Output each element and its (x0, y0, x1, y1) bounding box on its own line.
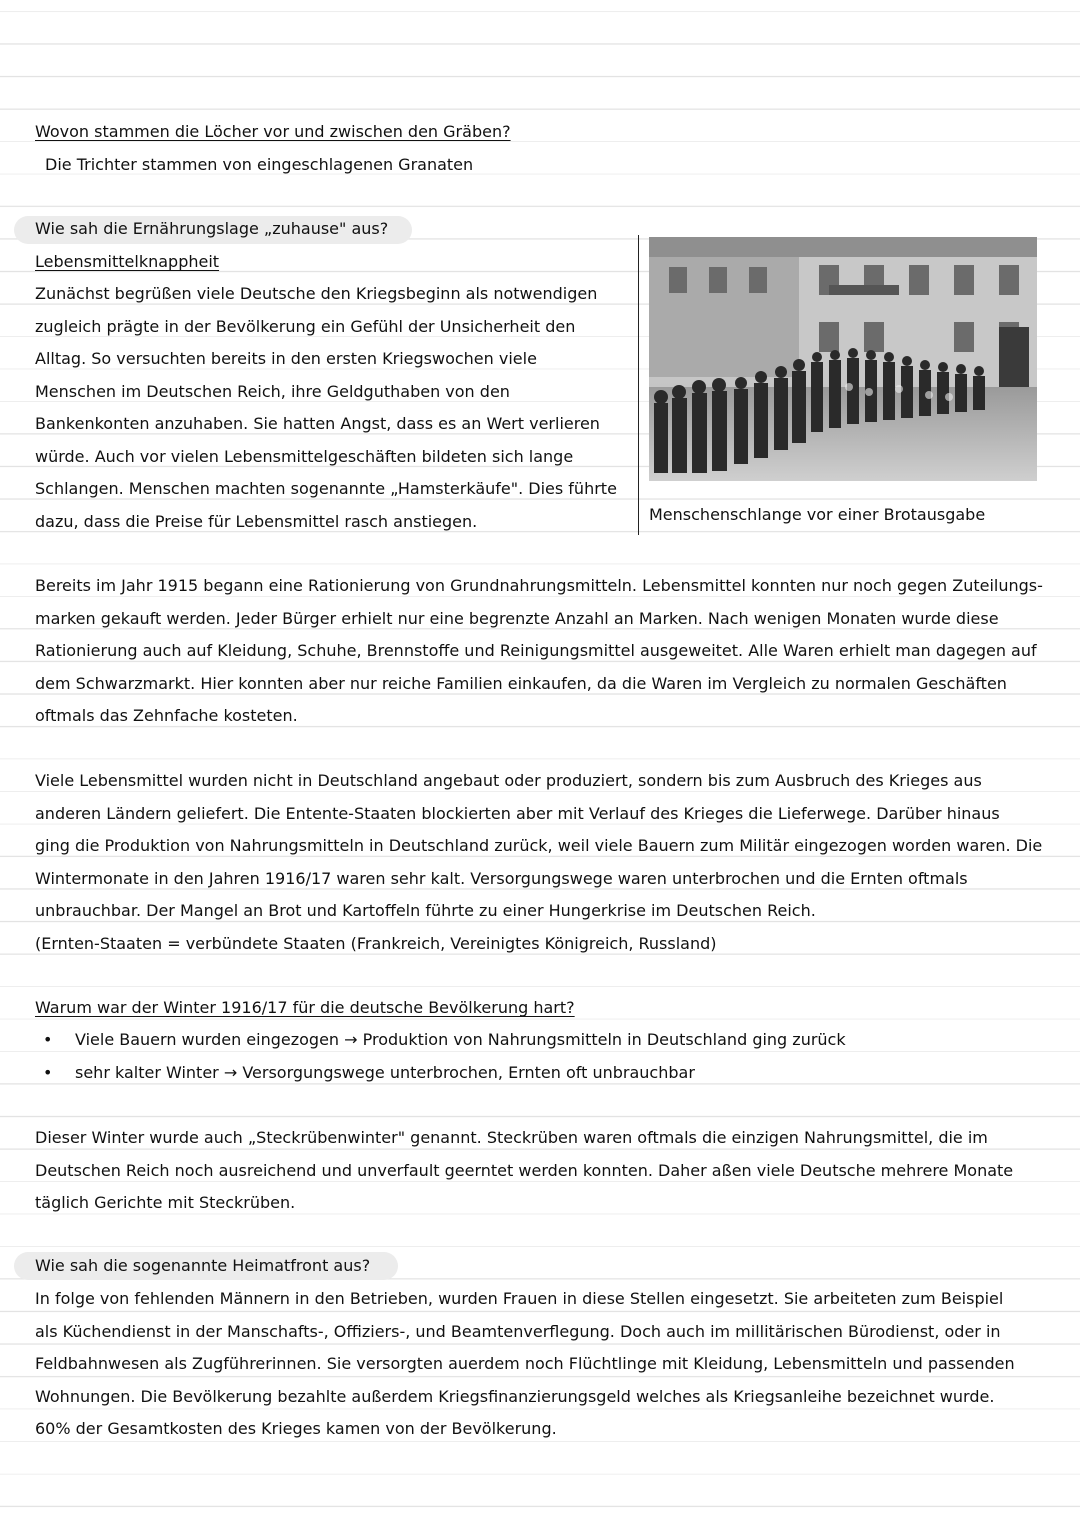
question-craters: Wovon stammen die Löcher vor und zwischen den Gräben? (35, 122, 511, 141)
question-winter: Warum war der Winter 1916/17 für die deutsche Bevölkerung hart? (35, 998, 575, 1017)
food-shortage-text: Zunächst begrüßen viele Deutsche den Kriegsbeginn als notwendigen zugleich prägte in der Bevölkerung ein Gefühl der Unsicherheit den Alltag. So versuchten bereits in den ersten Kriegswochen viele Menschen im Deutschen Reich, ihre Geldguthaben von den Bankenkonten anzuhaben. Sie hatten Angst, dass es an Wert verlieren würde. Auch vor vielen Lebensmittelgeschäften bildeten sich lange Schlangen. Menschen machten sogenannte „Hamsterkäufe". Dies führte dazu, dass die Preise für Lebensmittel rasch anstiegen. (35, 284, 617, 531)
question-home-front: Wie sah die sogenannte Heimatfront aus? (35, 1256, 371, 1275)
photo-figure (638, 235, 1039, 535)
home-front-text: In folge von fehlenden Männern in den Betrieben, wurden Frauen in diese Stellen eingesetzt. Sie arbeiteten zum Beispiel als Küchendienst in der Manschafts-, Offiziers-, und Beamtenverflegung. Doch auch im millitärischen Bürodienst, oder in Feldbahnwesen als Zugführerinnen. Sie versorgten auerdem noch Flüchtlinge mit Kleidung, Lebensmitteln und passenden Wohnungen. Die Bevölkerung bezahlte außerdem Kriegsfinanzierungsgeld welches als Kriegsanleihe bezeichnet wurde. 60% der Gesamtkosten des Krieges kamen von der Bevölkerung. (35, 1289, 1015, 1438)
subheading-food-shortage: Lebensmittelknappheit (35, 252, 220, 271)
rationing-text: Bereits im Jahr 1915 begann eine Rationierung von Grundnahrungsmitteln. Lebensmittel konnten nur noch gegen Zuteilungs- marken gekauft werden. Jeder Bürger erhielt nur eine begrenzte Anzahl an Marken. Nach wenigen Monaten wurde diese Rationierung auch auf Kleidung, Schuhe, Brennstoffe und Reinigungsmittel ausgeweitet. Alle Waren erhielt man dagegen auf dem Schwarzmarkt. Hier konnten aber nur reiche Familien einkaufen, da die Waren im Vergleich zu normalen Geschäften oftmals das Zehnfache kosteten. (35, 576, 1043, 725)
answer-craters: Die Trichter stammen von eingeschlagenen Granaten (45, 155, 474, 174)
question-food-situation: Wie sah die Ernährungslage „zuhause" aus? (35, 219, 389, 238)
list-item: • Viele Bauern wurden eingezogen → Produktion von Nahrungsmitteln in Deutschland ging zurück (35, 1024, 846, 1057)
winter-bullet-list (35, 1024, 846, 1089)
supply-text: Viele Lebensmittel wurden nicht in Deutschland angebaut oder produziert, sondern bis zum Ausbruch des Krieges aus anderen Ländern geliefert. Die Entente-Staaten blockierten aber mit Verlauf des Krieges die Lieferwege. Darüber hinaus ging die Produktion von Nahrungsmitteln in Deutschland zurück, weil viele Bauern zum Militär eingezogen worden waren. Die Wintermonate in den Jahren 1916/17 waren sehr kalt. Versorgungswege waren unterbrochen und die Ernten oftmals unbrauchbar. Der Mangel an Brot und Kartoffeln führte zu einer Hungerkrise im Deutschen Reich. (Ernten-Staaten = verbündete Staaten (Frankreich, Vereinigtes Königreich, Russland) (35, 771, 1043, 953)
photo-caption: Menschenschlange vor einer Brotausgabe (649, 505, 986, 524)
list-item: • sehr kalter Winter → Versorgungswege unterbrochen, Ernten oft unbrauchbar (35, 1057, 846, 1090)
bread-queue-photo (649, 237, 1037, 481)
turnip-winter-text: Dieser Winter wurde auch „Steckrübenwinter" genannt. Steckrüben waren oftmals die einzigen Nahrungsmittel, die im Deutschen Reich noch ausreichend und unverfault geerntet werden konnten. Daher aßen viele Deutsche mehrere Monate täglich Gerichte mit Steckrüben. (35, 1128, 1014, 1212)
